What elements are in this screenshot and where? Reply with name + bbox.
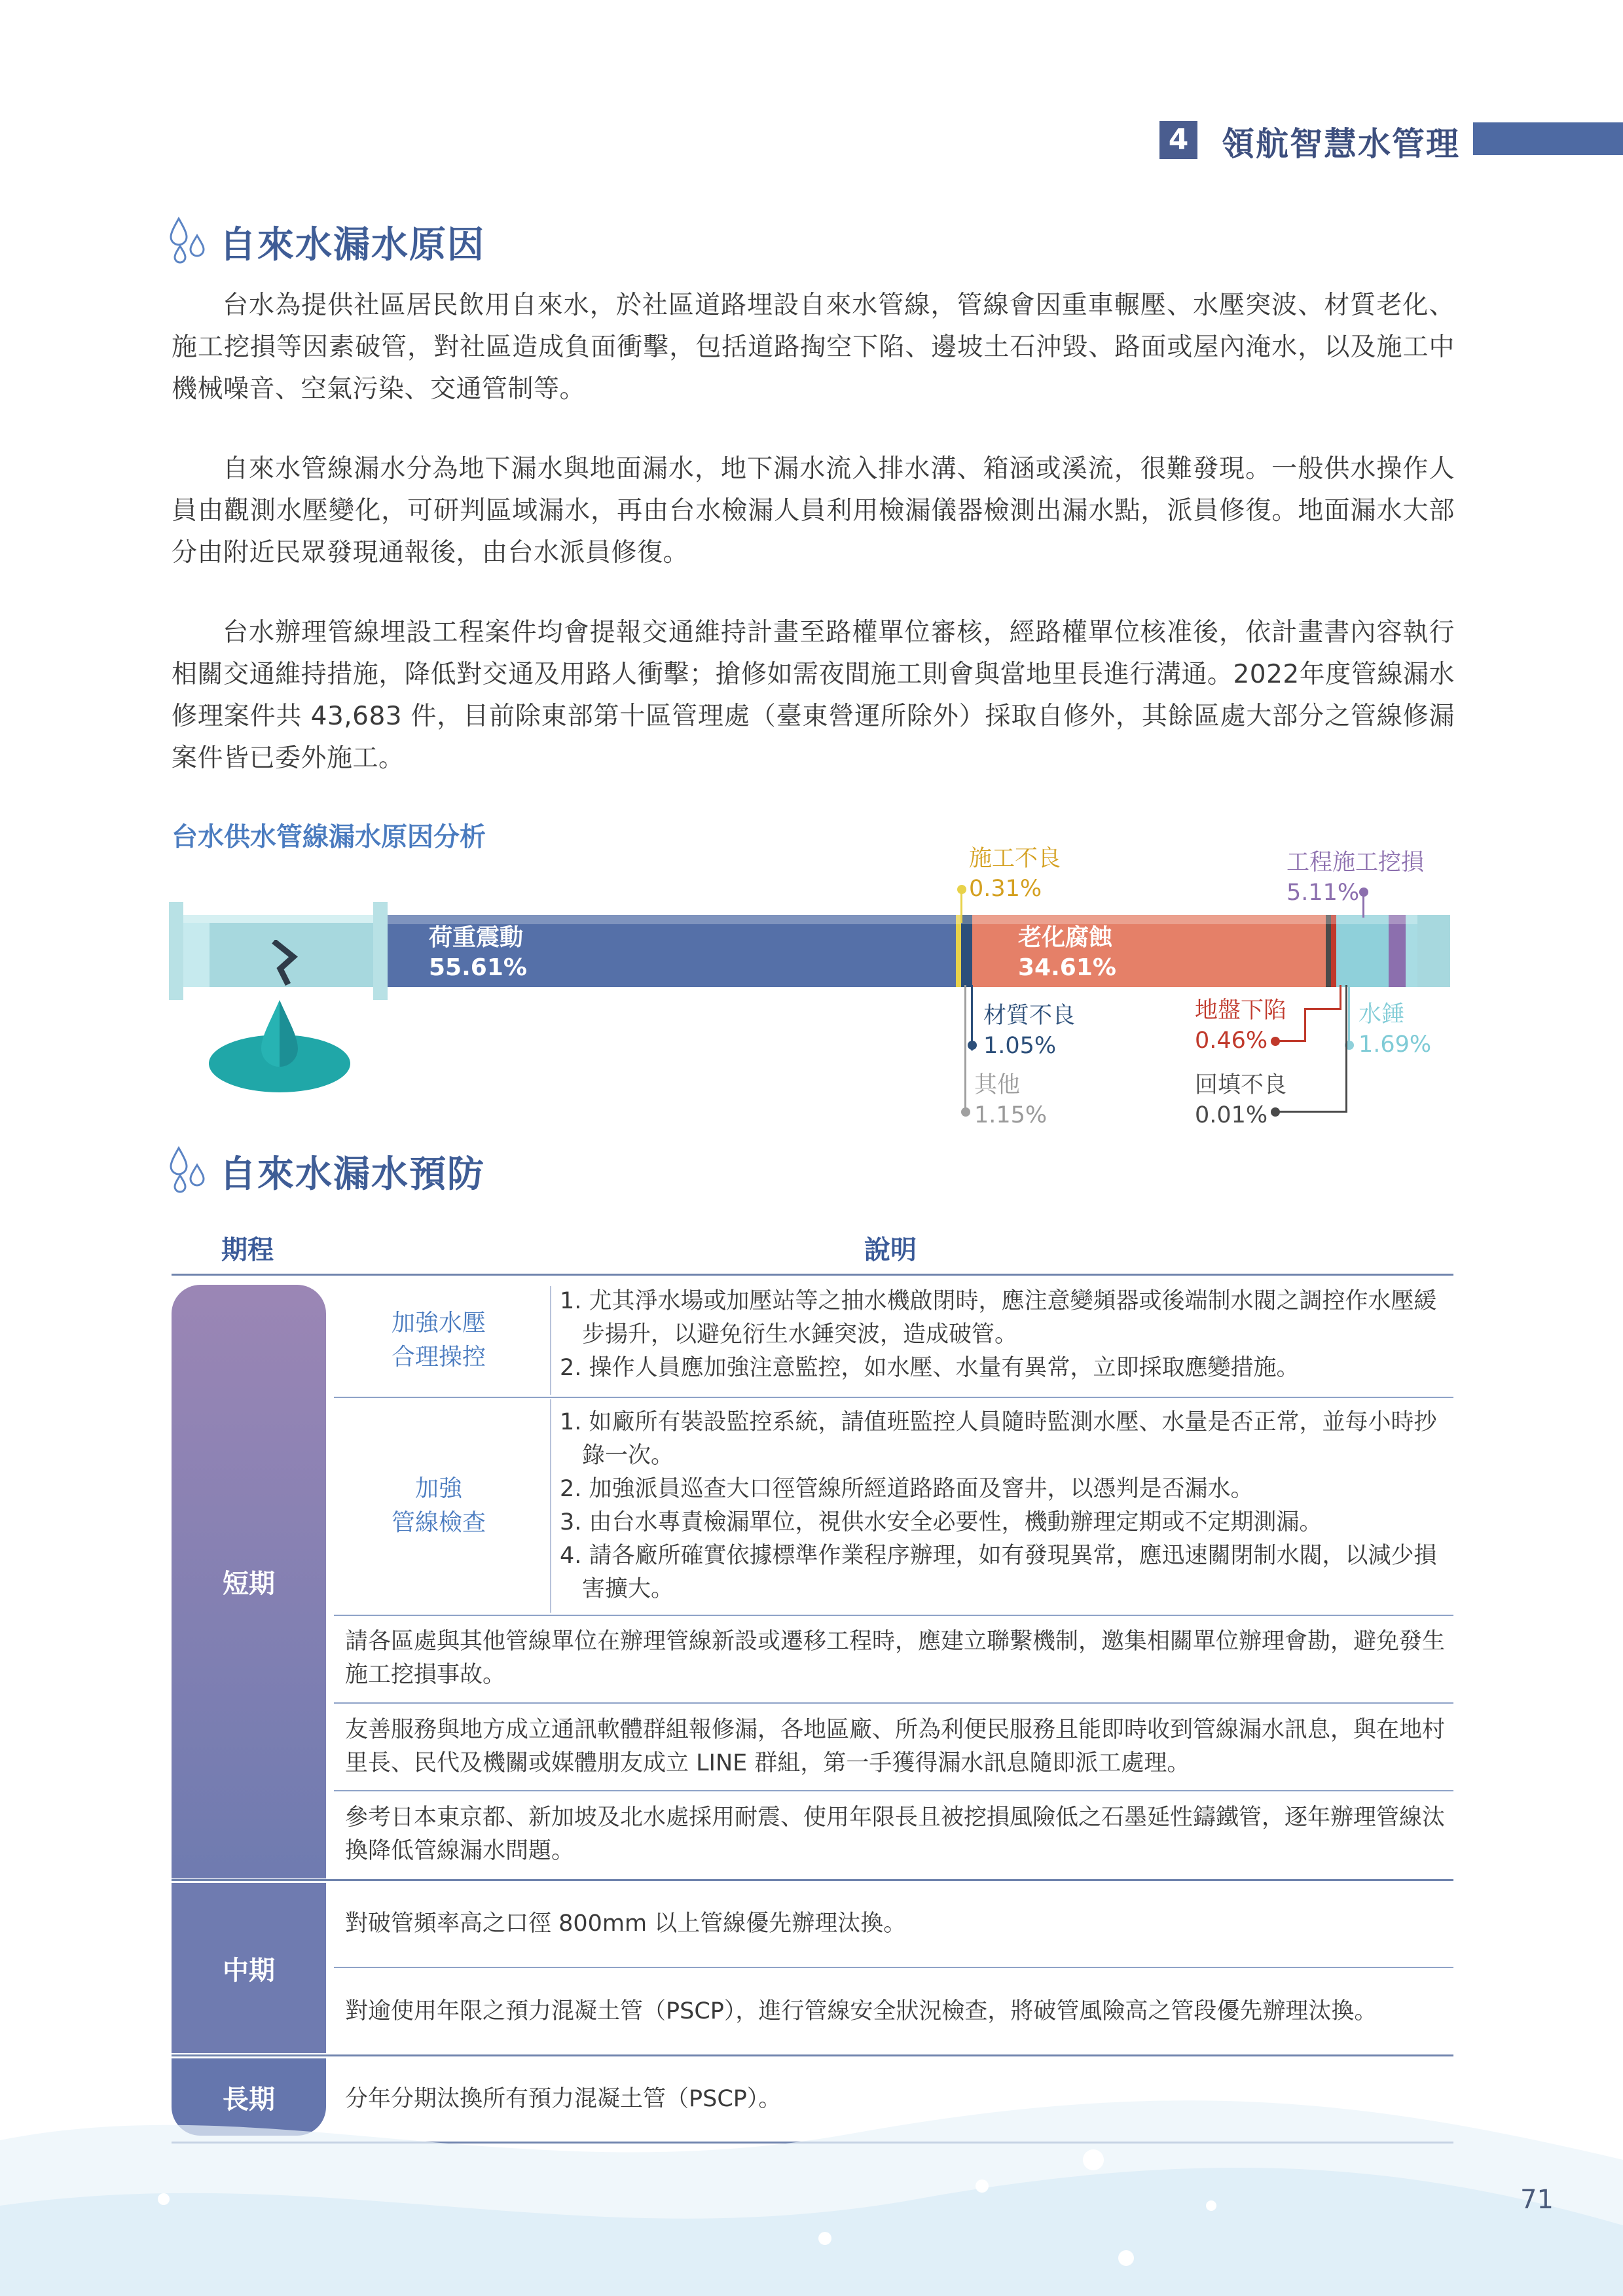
row-divider: [334, 1790, 1453, 1791]
ann-excavation-value: 5.11%: [1286, 880, 1360, 906]
list-item: 1. 尤其淨水場或加壓站等之抽水機啟閉時，應注意變頻器或後端制水閥之調控作水壓緩步揚升，以避免衍生水錘突波，造成破管。: [560, 1288, 1437, 1348]
ann-excavation-name: 工程施工挖損: [1286, 850, 1425, 876]
period-mid-term: [172, 1883, 326, 2053]
ann-material-name: 材質不良: [983, 1003, 1076, 1029]
list-item: 2. 加強派員巡查大口徑管線所經道路路面及窨井，以憑判是否漏水。: [560, 1476, 1254, 1502]
chart-title: 台水供水管線漏水原因分析: [172, 822, 486, 852]
ann-vline-backfill: [1345, 985, 1347, 1113]
ann-waterhammer-value: 1.69%: [1359, 1031, 1432, 1058]
ann-construction-poor-value: 0.31%: [969, 876, 1042, 902]
ann-backfill-value: 0.01%: [1195, 1102, 1268, 1128]
pipe-shine: [183, 915, 373, 923]
ann-line-construction-poor: [960, 890, 962, 923]
pipe-crack-icon: [268, 940, 301, 986]
table-header-rule: [172, 1274, 1453, 1276]
list-item: 4. 請各廠所確實依據標準作業程序辦理，如有發現異常，應迅速關閉制水閥，以減少損害擴大。: [560, 1543, 1437, 1602]
ann-line-other: [964, 985, 966, 1111]
page-number: 71: [1520, 2185, 1554, 2215]
period-short-term: [172, 1285, 326, 1878]
period-divider: [172, 2054, 1453, 2056]
ann-dot-material: [968, 1041, 977, 1050]
chapter-bar: [1473, 122, 1623, 155]
water-drops-icon: [167, 1145, 213, 1198]
ann-hline2-subsidence: [1304, 1008, 1340, 1010]
chapter-number: 4: [1159, 121, 1197, 159]
ann-subsidence-value: 0.46%: [1195, 1028, 1268, 1054]
column-divider: [550, 1399, 551, 1613]
short-term-row-3: 參考日本東京都、新加坡及北水處採用耐震、使用年限長且被挖損風險低之石墨延性鑄鐵管，逐年辦理管線汰換降低管線漏水問題。: [345, 1804, 1446, 1864]
pipe-body-left-highlight: [183, 915, 210, 987]
ann-other-value: 1.15%: [974, 1102, 1048, 1128]
bar-label-load-value: 55.61%: [429, 954, 527, 981]
bar-seg-backfill: [1326, 915, 1331, 987]
paragraph-2: 自來水管線漏水分為地下漏水與地面漏水，地下漏水流入排水溝、箱涵或溪流，很難發現。一般供水操作人員由觀測水壓變化，可研判區域漏水，再由台水檢漏人員利用檢漏儀器檢測出漏水點，派員修復。地面漏水大部分由附近民眾發現通報後，由台水派員修復。: [172, 454, 1455, 567]
period-mid-label: 中期: [223, 1955, 275, 1986]
period-divider: [172, 1879, 1453, 1881]
ann-line-waterhammer: [1348, 985, 1350, 1043]
ann-other-name: 其他: [974, 1072, 1021, 1098]
bar-seg-construction-poor: [956, 915, 961, 987]
period-short-label: 短期: [223, 1569, 275, 1599]
bar-seg-waterhammer: [1389, 915, 1406, 987]
table-header-period: 期程: [221, 1235, 274, 1265]
water-leak-drop-icon: [206, 995, 357, 1093]
ann-backfill-name: 回填不良: [1195, 1072, 1287, 1098]
bar-label-aging-name: 老化腐蝕: [1018, 924, 1113, 951]
list-item: 1. 如廠所有裝設監控系統，請值班監控人員隨時監測水壓、水量是否正常，並每小時抄錄一次。: [560, 1409, 1437, 1469]
short-term-row-2: 友善服務與地方成立通訊軟體群組報修漏，各地區廠、所為利便民服務且能即時收到管線漏水訊息，與在地村里長、民代及機關或媒體朋友成立 LINE 群組，第一手獲得漏水訊息隨即派工處理。: [345, 1717, 1446, 1776]
ann-hline-backfill: [1275, 1111, 1346, 1113]
pipe-flange-left: [169, 902, 183, 1000]
table-header-description: 說明: [864, 1235, 917, 1265]
bar-label-load-name: 荷重震動: [429, 924, 524, 951]
row-divider: [334, 1615, 1453, 1616]
short-term-row-1: 請各區處與其他管線單位在辦理管線新設或遷移工程時，應建立聯繫機制，邀集相關單位辦理會勘，避免發生施工挖損事故。: [345, 1628, 1446, 1688]
bar-seg-other: [1406, 915, 1417, 987]
mid-term-row-1: 對破管頻率高之口徑 800mm 以上管線優先辦理汰換。: [345, 1910, 907, 1937]
list-item: 2. 操作人員應加強注意監控，如水壓、水量有異常，立即採取應變措施。: [560, 1355, 1300, 1381]
list-water-pressure: [560, 1285, 1440, 1385]
bar-seg-material: [961, 915, 972, 987]
bar-shine: [388, 915, 1417, 924]
ann-subsidence-name: 地盤下陷: [1195, 997, 1287, 1024]
ann-waterhammer-name: 水錘: [1359, 1001, 1405, 1028]
pipe-body-right: [1417, 915, 1450, 987]
period-long-label: 長期: [223, 2084, 275, 2115]
paragraph-3: 台水辦理管線埋設工程案件均會提報交通維持計畫至路權單位審核，經路權單位核准後，依計畫書內容執行相關交通維持措施，降低對交通及用路人衝擊；搶修如需夜間施工則會與當地里長進行溝通。2022年度管線漏水修理案件共 43,683 件，目前除東部第十區管理處（臺東營運所除外）採取自修外，其餘區處大部分之管線修漏案件皆已委外施工。: [172, 618, 1455, 773]
ann-hline-subsidence: [1275, 1040, 1305, 1042]
background-wave-decoration: [0, 2062, 1623, 2296]
category-water-pressure: 加強水壓 合理操控: [391, 1310, 486, 1371]
category-pipe-inspection: 加強 管線檢查: [391, 1475, 486, 1536]
paragraph-1: 台水為提供社區居民飲用自來水，於社區道路埋設自來水管線，管線會因重車輾壓、水壓突波、材質老化、施工挖損等因素破管，對社區造成負面衝擊，包括道路掏空下陷、邊坡土石沖毀、路面或屋內淹水，以及施工中機械噪音、空氣污染、交通管制等。: [172, 291, 1455, 404]
bar-label-aging-value: 34.61%: [1018, 954, 1116, 981]
mid-term-row-2: 對逾使用年限之預力混凝土管（PSCP），進行管線安全狀況檢查，將破管風險高之管段優先辦理汰換。: [345, 1998, 1377, 2024]
pipe-flange-mid: [373, 902, 388, 1000]
chapter-title: 領航智慧水管理: [1222, 125, 1460, 163]
section-title-causes: 自來水漏水原因: [219, 224, 485, 266]
row-divider: [334, 1702, 1453, 1704]
bar-seg-excavation: [1336, 915, 1389, 987]
water-drops-icon: [167, 216, 213, 268]
ann-line-excavation: [1362, 891, 1364, 918]
bar-seg-subsidence: [1331, 915, 1336, 987]
section-title-prevention: 自來水漏水預防: [219, 1153, 485, 1196]
ann-dot-other: [961, 1107, 970, 1117]
row-divider: [334, 1967, 1453, 1968]
list-item: 3. 由台水專責檢漏單位，視供水安全必要性，機動辦理定期或不定期測漏。: [560, 1509, 1322, 1535]
ann-construction-poor-name: 施工不良: [969, 846, 1061, 872]
ann-vline-subsidence: [1304, 1008, 1306, 1042]
long-term-row-1: 分年分期汰換所有預力混凝土管（PSCP）。: [345, 2086, 782, 2112]
ann-vline2-subsidence: [1340, 985, 1341, 1010]
list-pipe-inspection: [560, 1406, 1440, 1606]
column-divider: [550, 1286, 551, 1395]
ann-material-value: 1.05%: [983, 1033, 1057, 1059]
